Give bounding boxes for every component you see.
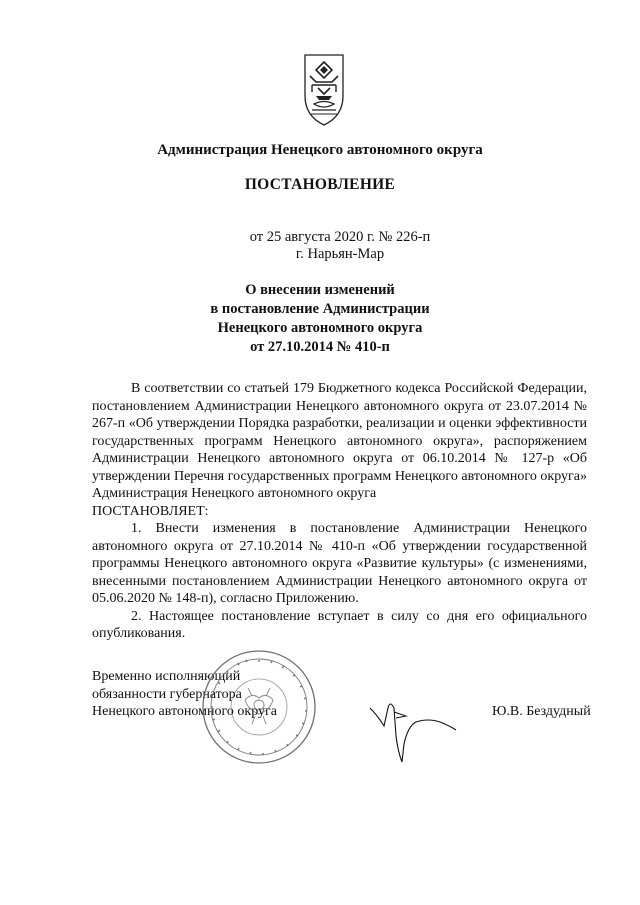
- document-body: [92, 380, 587, 643]
- document-place: г. Нарьян-Мар: [295, 246, 385, 262]
- resolves-line: ПОСТАНОВЛЯЕТ:: [92, 503, 209, 519]
- position-line: обязанности губернатора: [92, 686, 242, 702]
- document-type: ПОСТАНОВЛЕНИЕ: [244, 176, 396, 193]
- organization-title: Администрация Ненецкого автономного округа: [157, 142, 483, 158]
- item-1-paragraph: 1. Внести изменения в постановление Администрации Ненецкого автономного округа от 27.10.2014 № 410-п «Об утверждении государственной программы Ненецкого автономного округа «Развитие культуры» (с изменениями, внесенными постановлением Администрации Ненецкого автономного округа от 05.06.2020 № 148-п), согласно Приложению.: [92, 521, 587, 606]
- coat-of-arms-icon: [302, 52, 346, 128]
- position-line: Временно исполняющий: [92, 669, 241, 684]
- subject-line: от 27.10.2014 № 410-п: [250, 339, 390, 355]
- official-seal-icon: [200, 648, 318, 766]
- document-subject: [0, 281, 640, 357]
- signatory-name: Ю.В. Бездудный: [492, 704, 591, 719]
- item-2-paragraph: 2. Настоящее постановление вступает в силу со дня его официального опубликования.: [92, 608, 587, 641]
- subject-line: в постановление Администрации: [210, 301, 430, 317]
- position-line: Ненецкого автономного округа: [92, 704, 277, 719]
- preamble-paragraph: В соответствии со статьей 179 Бюджетного кодекса Российской Федерации, постановлением Администрации Ненецкого автономного округа от 23.07.2014 № 267-п «Об утверждении Порядка разработки, реализации и оценки эффективности государственных программ Ненецкого автономного округа», распоряжением Администрации Ненецкого автономного округа от 06.10.2014 № 127-р «Об утверждении Перечня государственных программ Ненецкого автономного округа» Администрация Ненецкого автономного округа: [92, 381, 587, 501]
- subject-line: Ненецкого автономного округа: [217, 320, 423, 336]
- subject-line: О внесении изменений: [245, 282, 395, 298]
- document-date-number: от 25 августа 2020 г. № 226-п: [249, 229, 431, 245]
- handwritten-signature: [360, 686, 470, 766]
